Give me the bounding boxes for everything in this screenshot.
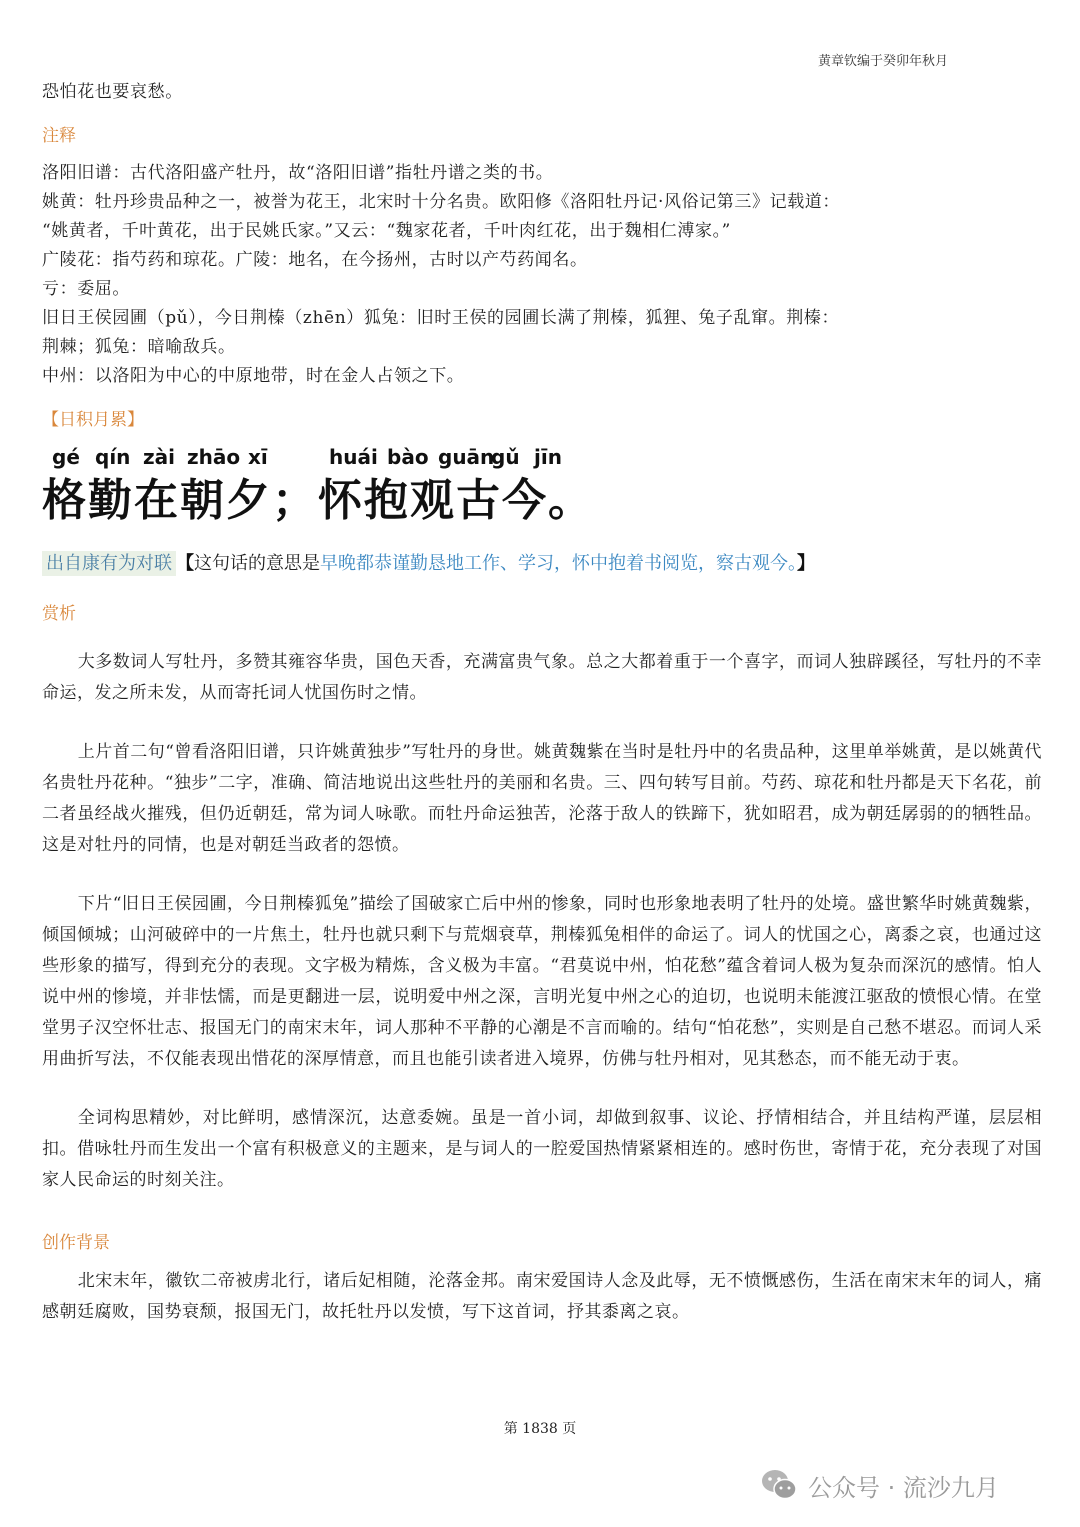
content-area bbox=[42, 78, 1042, 1328]
bracket-open: 【 bbox=[176, 553, 194, 574]
meaning-prefix: 这句话的意思是 bbox=[194, 553, 320, 574]
background-heading: 创作背景 bbox=[42, 1233, 110, 1253]
note-line: 亏：委屈。 bbox=[42, 279, 130, 299]
pinyin-row bbox=[42, 445, 1042, 475]
header-note: 黄章钦编于癸卯年秋月 bbox=[817, 54, 948, 69]
note-line: 姚黄：牡丹珍贵品种之一，被誉为花王，北宋时十分名贵。欧阳修《洛阳牡丹记·风俗记第三》记载道： bbox=[42, 192, 841, 212]
pinyin-syllable: guān bbox=[438, 445, 495, 469]
pinyin-syllable: jīn bbox=[534, 445, 562, 469]
pinyin-syllable: gǔ bbox=[491, 445, 520, 469]
notes-list bbox=[42, 159, 1042, 391]
note-line: 洛阳旧谱：古代洛阳盛产牡丹，故“洛阳旧谱”指牡丹谱之类的书。 bbox=[42, 163, 554, 183]
featured-quote: 格勤在朝夕；怀抱观古今。 bbox=[42, 475, 594, 526]
appreciation-section bbox=[42, 637, 1042, 1196]
wechat-icon bbox=[760, 1468, 798, 1502]
background-paragraph: 北宋末年，徽钦二帝被虏北行，诸后妃相随，沦落金邦。南宋爱国诗人念及此辱，无不愤慨感伤，生活在南宋末年的词人，痛感朝廷腐败，国势衰颓，报国无门，故托牡丹以发愤，写下这首词，抒其黍离之哀。 bbox=[42, 1271, 1042, 1322]
pinyin-syllable: qín bbox=[95, 445, 131, 469]
page-number: 第 1838 页 bbox=[503, 1421, 577, 1437]
pinyin-syllable: xī bbox=[248, 445, 268, 469]
watermark-text: 公众号 · 流沙九月 bbox=[808, 1473, 999, 1502]
top-line: 恐怕花也要哀愁。 bbox=[42, 82, 183, 102]
watermark bbox=[760, 1460, 1060, 1510]
quote-source-row bbox=[42, 549, 1042, 579]
quote-source-tag: 出自康有为对联 bbox=[42, 551, 176, 576]
pinyin-syllable: zài bbox=[143, 445, 175, 469]
note-line: 中州：以洛阳为中心的中原地带，时在金人占领之下。 bbox=[42, 366, 465, 386]
appreciation-paragraph: 上片首二句“曾看洛阳旧谱，只许姚黄独步”写牡丹的身世。姚黄魏紫在当时是牡丹中的名贵品种，这里单举姚黄，是以姚黄代名贵牡丹花种。“独步”二字，准确、简洁地说出这些牡丹的美丽和名贵。三、四句转写目前。芍药、琼花和牡丹都是天下名花，前二者虽经战火摧残，但仍近朝廷，常为词人咏歌。而牡丹命运独苦，沦落于敌人的铁蹄下，犹如昭君，成为朝廷孱弱的的牺牲品。这是对牡丹的同情，也是对朝廷当政者的怨愤。 bbox=[42, 742, 1042, 855]
pinyin-syllable: gé bbox=[52, 445, 80, 469]
note-line: 旧日王侯园圃（pǔ），今日荆榛（zhēn）狐兔：旧时王侯的园圃长满了荆榛，狐狸、兔子乱窜。荆榛： bbox=[42, 308, 840, 328]
appreciation-heading: 赏析 bbox=[42, 604, 76, 624]
appreciation-paragraph: 全词构思精妙，对比鲜明，感情深沉，达意委婉。虽是一首小词，却做到叙事、议论、抒情相结合，并且结构严谨，层层相扣。借咏牡丹而生发出一个富有积极意义的主题来，是与词人的一腔爱国热情紧紧相连的。感时伤世，寄情于花，充分表现了对国家人民命运的时刻关注。 bbox=[42, 1108, 1042, 1190]
appreciation-paragraph: 大多数词人写牡丹，多赞其雍容华贵，国色天香，充满富贵气象。总之大都着重于一个喜字，而词人独辟蹊径，写牡丹的不幸命运，发之所未发，从而寄托词人忧国伤时之情。 bbox=[42, 652, 1042, 703]
quote-meaning: 早晚都恭谨勤恳地工作、学习，怀中抱着书阅览，察古观今。 bbox=[320, 553, 797, 574]
note-line: 广陵花：指芍药和琼花。广陵：地名，在今扬州，古时以产芍药闻名。 bbox=[42, 250, 588, 270]
bracket-close: 】 bbox=[797, 553, 815, 574]
notes-heading: 注释 bbox=[42, 126, 76, 146]
daily-heading: 【日积月累】 bbox=[42, 410, 144, 430]
pinyin-syllable: zhāo bbox=[187, 445, 241, 469]
note-line: “姚黄者，千叶黄花，出于民姚氏家。”又云：“魏家花者，千叶肉红花，出于魏相仁溥家。” bbox=[42, 221, 731, 241]
appreciation-paragraph: 下片“旧日王侯园圃，今日荆榛狐兔”描绘了国破家亡后中州的惨象，同时也形象地表明了牡丹的处境。盛世繁华时姚黄魏紫，倾国倾城；山河破碎中的一片焦土，牡丹也就只剩下与荒烟衰草，荆榛狐兔相伴的命运了。词人的忧国之心，离黍之哀，也通过这些形象的描写，得到充分的表现。文字极为精炼，含义极为丰富。“君莫说中州，怕花愁”蕴含着词人极为复杂而深沉的感情。怕人说中州的惨境，并非怯懦，而是更翻进一层，说明爱中州之深，言明光复中州之心的迫切，也说明未能渡江驱敌的愤恨心情。在堂堂男子汉空怀壮志、报国无门的南宋末年，词人那种不平静的心潮是不言而喻的。结句“怕花愁”，实则是自己愁不堪忍。而词人采用曲折写法，不仅能表现出惜花的深厚情意，而且也能引读者进入境界，仿佛与牡丹相对，见其愁态，而不能无动于衷。 bbox=[42, 894, 1042, 1069]
pinyin-syllable: huái bbox=[329, 445, 378, 469]
note-line: 荆棘；狐兔：暗喻敌兵。 bbox=[42, 337, 236, 357]
pinyin-syllable: bào bbox=[387, 445, 429, 469]
